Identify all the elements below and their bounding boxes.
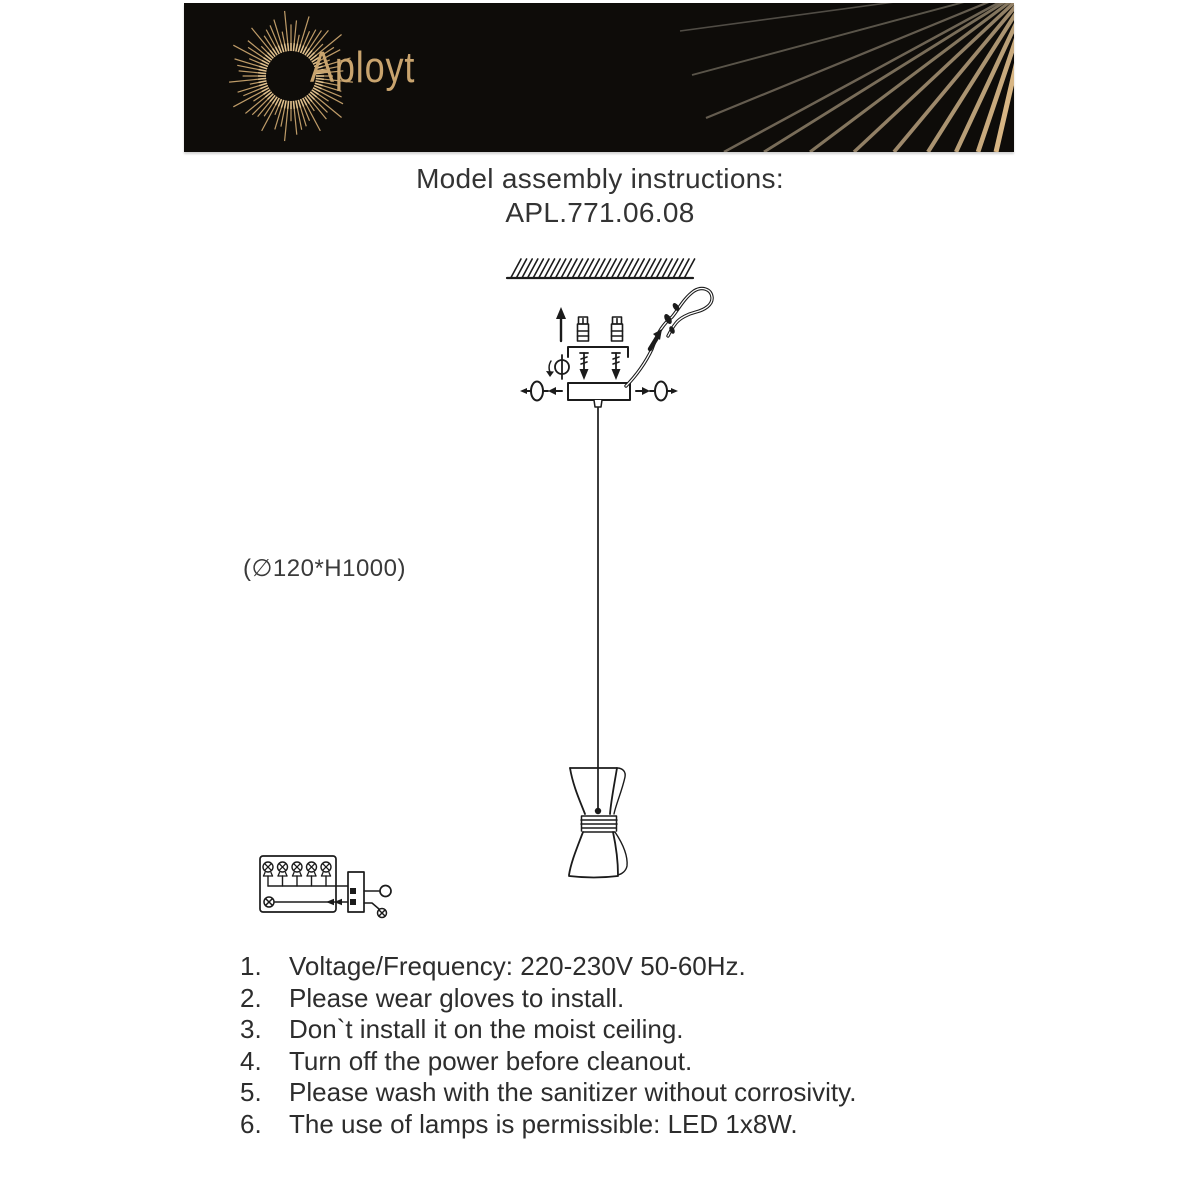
instruction-item (240, 1077, 1020, 1109)
screw-icon (612, 353, 621, 380)
banner-rays-decoration (680, 3, 1014, 152)
dimensions-label: (∅120*H1000) (243, 555, 406, 582)
screwdriver-rotation-icon (546, 355, 569, 379)
item-text: The use of lamps is permissible: LED 1x8W. (289, 1108, 798, 1139)
item-text: Voltage/Frequency: 220-230V 50-60Hz. (289, 951, 746, 981)
wall-anchor-icon (578, 317, 589, 341)
screw-icon (580, 353, 589, 380)
brand-name: Aployt (310, 43, 416, 92)
lampshade-drawing (569, 768, 627, 878)
instruction-item (240, 951, 1020, 983)
model-number: APL.771.06.08 (505, 197, 695, 228)
title-line1: Model assembly instructions: (416, 163, 784, 194)
power-cable-drawing (626, 289, 712, 386)
item-number: 6. (240, 1108, 262, 1139)
instruction-item (240, 983, 1020, 1015)
instruction-item (240, 1046, 1020, 1078)
instruction-item (240, 1109, 1020, 1141)
side-screw-rotation-icon (650, 382, 678, 401)
canopy-drawing (520, 382, 678, 408)
banner-decorations (184, 3, 1014, 152)
page-title (0, 162, 1200, 230)
item-number: 1. (240, 951, 262, 981)
side-screw-rotation-icon (520, 382, 548, 401)
ceiling-hatch-drawing (507, 259, 695, 278)
wall-anchor-icon (612, 317, 623, 341)
item-number: 5. (240, 1077, 262, 1108)
item-text: Turn off the power before cleanout. (289, 1045, 693, 1076)
item-text: Please wash with the sanitizer without corrosivity. (289, 1077, 857, 1108)
item-number: 3. (240, 1014, 262, 1045)
brand-banner (184, 3, 1014, 152)
mounting-hardware-drawing (546, 307, 628, 380)
item-number: 2. (240, 982, 262, 1013)
instruction-list (240, 951, 1020, 1141)
instruction-item (240, 1014, 1020, 1046)
item-text: Don`t install it on the moist ceiling. (289, 1014, 684, 1045)
item-number: 4. (240, 1045, 262, 1076)
item-text: Please wear gloves to install. (289, 982, 625, 1013)
wiring-diagram-drawing (260, 856, 391, 918)
